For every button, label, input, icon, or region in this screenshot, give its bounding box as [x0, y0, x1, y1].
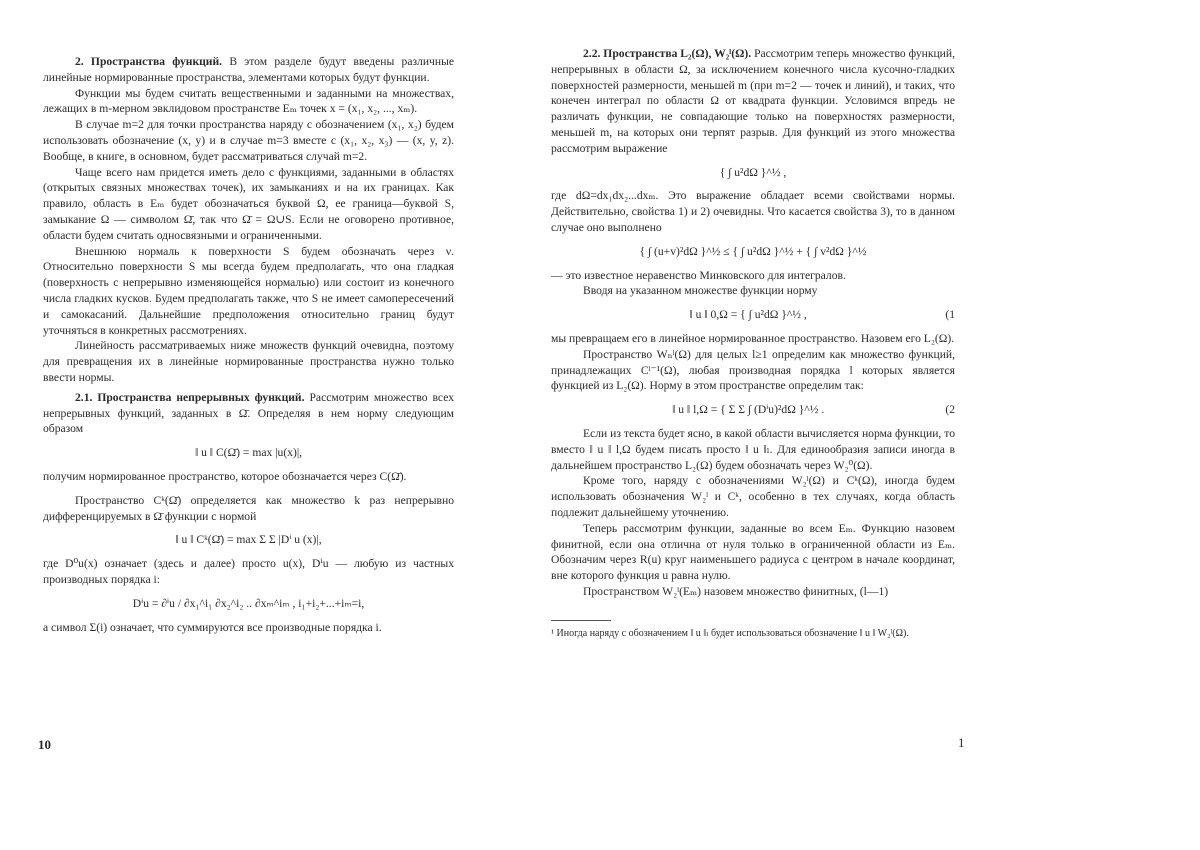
paragraph: Если из текста будет ясно, в какой области вычисляется норма функции, то вместо ‖ u ‖ l,Ω будем писать просто ‖ u ‖ₗ. Для единообразия записи иногда в дальнейшем пространство L₂(Ω) будем обозначать через W₂⁰(Ω). — [551, 426, 955, 473]
footnote: ¹ Иногда наряду с обозначением ‖ u ‖ₗ будет использоваться обозначение ‖ u ‖ W₂ˡ(Ω). — [551, 627, 955, 640]
paragraph: Кроме того, наряду с обозначениями W₂ˡ(Ω) и Cᵏ(Ω), иногда будем использовать обозначения W₂ˡ и Cᵏ, особенно в тех случаях, когда область подлежит дальнейшему уточнению. — [551, 473, 955, 520]
paragraph: где D⁰u(x) означает (здесь и далее) просто u(x), Dⁱu — любую из частных производных порядка i: — [43, 556, 454, 588]
book-spread — [0, 0, 1200, 850]
formula-w2-norm-body: ‖ u ‖ l,Ω = { Σ Σ ∫ (Dⁱu)²dΩ }^½ . — [672, 403, 824, 416]
formula-l2-expression: { ∫ u²dΩ }^½ , — [551, 165, 955, 181]
formula-c-norm: ‖ u ‖ C(Ω̄) = max |u(x)|, — [43, 445, 454, 461]
paragraph: Внешнюю нормаль к поверхности S будем обозначать через ν. Относительно поверхности S мы всегда будем предполагать, что она гладкая (поверхность с непрерывно изменяющейся нормалью) или состоит из конечного числа гладких кусков. Будем предполагать также, что S не имеет самопересечений и самокасаний. Дальнейшие предположения относительно границ будут уточняться в конкретных рассмотрениях. — [43, 244, 454, 339]
paragraph: получим нормированное пространство, которое обозначается через C(Ω̄). — [43, 469, 454, 485]
section-2-2-heading: 2.2. Пространства L₂(Ω), W₂ˡ(Ω). — [583, 47, 751, 60]
formula-l2-norm — [551, 307, 955, 323]
page-number-left: 10 — [38, 737, 51, 753]
right-text-column — [551, 46, 955, 640]
paragraph-text: Рассмотрим множество всех непрерывных функций, заданных в Ω̄. Определяя в нем норму следующим образом — [43, 391, 454, 436]
paragraph: Функции мы будем считать вещественными и заданными на множествах, лежащих в m-мерном эвклидовом пространстве Eₘ точек x = (x₁, x₂, ..., xₘ). — [43, 86, 454, 118]
formula-ck-norm: ‖ u ‖ Cᵏ(Ω̄) = max Σ Σ |Dⁱ u (x)|, — [43, 532, 454, 548]
paragraph: Пространством W₂ˡ(Eₘ) назовем множество финитных, (l—1) — [551, 584, 955, 600]
paragraph: где dΩ=dx₁dx₂...dxₘ. Это выражение обладает всеми свойствами нормы. Действительно, свойства 1) и 2) очевидны. Что касается свойства 3), то в данном случае оно выполнено — [551, 188, 955, 235]
footnote-rule — [551, 620, 611, 621]
paragraph: — это известное неравенство Минковского для интегралов. — [551, 268, 955, 284]
section-2-1-heading: 2.1. Пространства непрерывных функций. — [75, 391, 305, 404]
paragraph-text: Рассмотрим теперь множество функций, непрерывных в области Ω, за исключением конечного числа кусочно-гладких поверхностей размерности, меньшей m (при m=2 — точек и линий), и таких, что конечен интеграл по области Ω от квадрата функции. Условимся впредь не различать функции, не совпадающие только на поверхностях размерности, меньшей m, на которых они терпят разрыв. Для функций из этого множества рассмотрим выражение — [551, 47, 955, 155]
paragraph: Пространство Cᵏ(Ω̄) определяется как множество k раз непрерывно дифференцируемых в Ω̄ функции с нормой — [43, 493, 454, 525]
paragraph: Пространство Wₙˡ(Ω) для целых l≥1 определим как множество функций, принадлежащих Cˡ⁻¹(Ω), любая производная порядка l которых является функцией из L₂(Ω). Норму в этом пространстве определим так: — [551, 347, 955, 394]
paragraph: а символ Σ(i) означает, что суммируются все производные порядка i. — [43, 620, 454, 636]
paragraph: В случае m=2 для точки пространства наряду с обозначением (x₁, x₂) будем использовать обозначение (x, y) и в случае m=3 вместе с (x₁, x₂, x₃) — (x, y, z). Вообще, в книге, в основном, будет рассматриваться случай m=2. — [43, 117, 454, 164]
paragraph: Чаще всего нам придется иметь дело с функциями, заданными в областях (открытых связных множествах точек), их замыканиях и на их границах. Как правило, область в Eₘ будет обозначаться буквой Ω, ее граница—буквой S, замыкание Ω — символом Ω̄, так что Ω̄ = Ω∪S. Если не оговорено противное, области будем считать односвязными и ограниченными. — [43, 165, 454, 244]
equation-number-2: (2 — [945, 402, 955, 418]
section-2-heading: 2. Пространства функций. — [75, 55, 222, 68]
equation-number-1: (1 — [945, 307, 955, 323]
paragraph: Теперь рассмотрим функции, заданные во всем Eₘ. Функцию назовем финитной, если она отлична от нуля только в ограниченной области из Eₘ. Обозначим через R(u) круг наименьшего радиуса с центром в начале координат, вне которого функция u равна нулю. — [551, 521, 955, 584]
paragraph: мы превращаем его в линейное нормированное пространство. Назовем его L₂(Ω). — [551, 331, 955, 347]
paragraph: Линейность рассматриваемых ниже множеств функций очевидна, поэтому для превращения их в линейные нормированные пространства нужно только ввести нормы. — [43, 338, 454, 385]
formula-derivative: Dⁱu = ∂ⁱu / ∂x₁^i₁ ∂x₂^i₂ .. ∂xₘ^iₘ , i₁+i₂+...+iₘ=i, — [43, 596, 454, 612]
formula-minkowski: { ∫ (u+v)²dΩ }^½ ≤ { ∫ u²dΩ }^½ + { ∫ v²dΩ }^½ — [551, 244, 955, 260]
paragraph: Вводя на указанном множестве функции норму — [551, 283, 955, 299]
section-2-2-paragraph — [551, 46, 955, 157]
page-number-right: 1 — [958, 735, 965, 751]
paragraph-text: В этом разделе будут введены различные линейные нормированные пространства, элементами которых будут функции. — [43, 55, 454, 84]
formula-w2-norm — [551, 402, 955, 418]
formula-l2-norm-body: ‖ u ‖ 0,Ω = { ∫ u²dΩ }^½ , — [690, 308, 807, 321]
right-page — [0, 0, 1200, 850]
